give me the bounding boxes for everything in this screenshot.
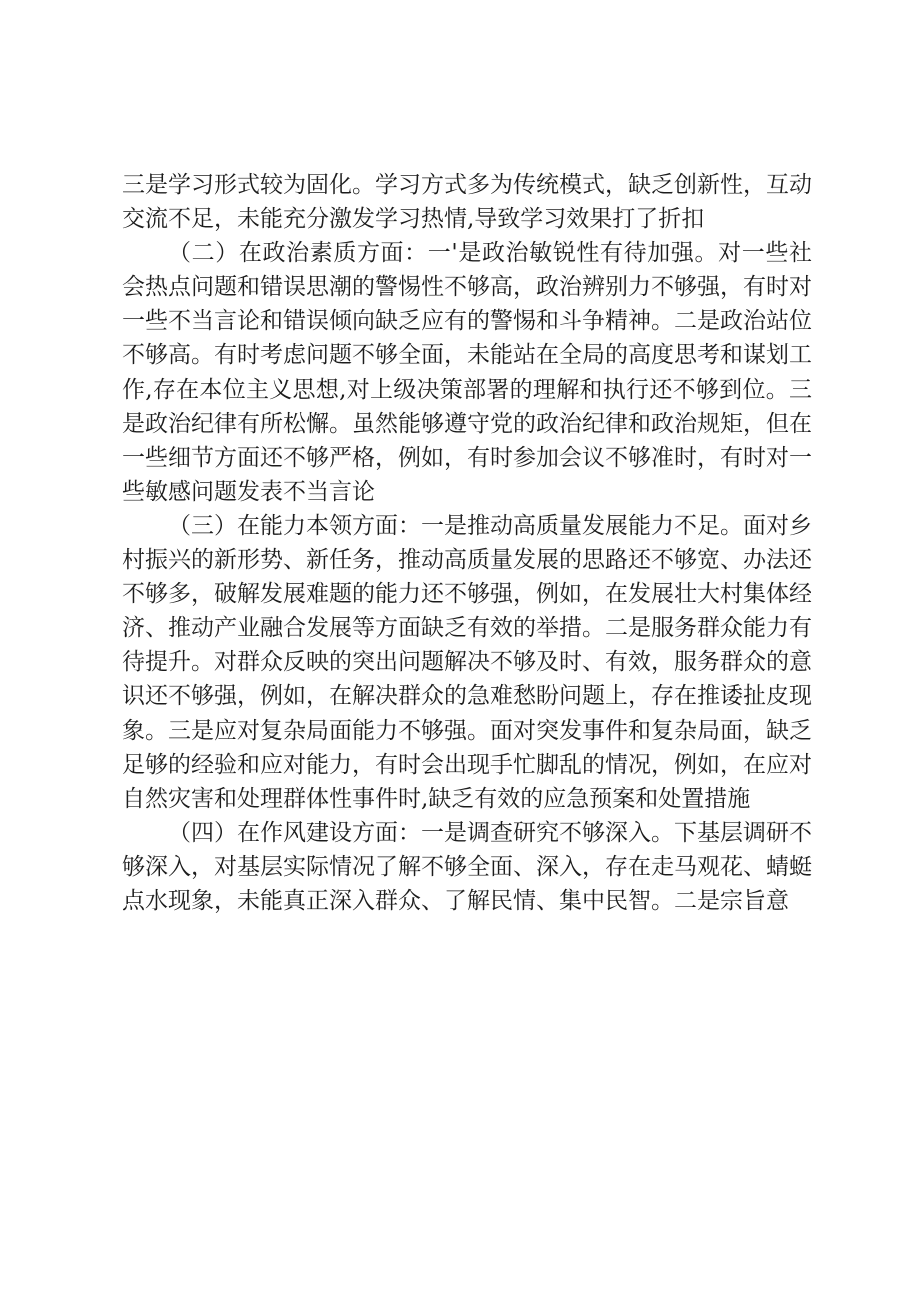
- paragraph-work-style: （四）在作风建设方面：一是调查研究不够深入。下基层调研不够深入，对基层实际情况了解不够全面、深入，存在走马观花、蜻蜓点水现象，未能真正深入群众、了解民情、集中民智。二是宗旨意: [122, 819, 812, 914]
- document-body: [122, 168, 812, 918]
- paragraph-political-quality: （二）在政治素质方面：一'是政治敏锐性有待加强。对一些社会热点问题和错误思潮的警惕性不够高，政治辨别力不够强，有时对一些不当言论和错误倾向缺乏应有的警惕和斗争精神。二是政治站位不够高。有时考虑问题不够全面，未能站在全局的高度思考和谋划工作,存在本位主义思想,对上级决策部署的理解和执行还不够到位。三是政治纪律有所松懈。虽然能够遵守党的政治纪律和政治规矩，但在一些细节方面还不够严格，例如，有时参加会议不够准时，有时对一些敏感问题发表不当言论: [122, 240, 812, 505]
- paragraph-ability-skills: （三）在能力本领方面：一是推动高质量发展能力不足。面对乡村振兴的新形势、新任务，推动高质量发展的思路还不够宽、办法还不够多，破解发展难题的能力还不够强，例如，在发展壮大村集体经济、推动产业融合发展等方面缺乏有效的举措。二是服务群众能力有待提升。对群众反映的突出问题解决不够及时、有效，服务群众的意识还不够强，例如，在解决群众的急难愁盼问题上，存在推诿扯皮现象。三是应对复杂局面能力不够强。面对突发事件和复杂局面，缺乏足够的经验和应对能力，有时会出现手忙脚乱的情况，例如，在应对自然灾害和处理群体性事件时,缺乏有效的应急预案和处置措施: [122, 512, 812, 812]
- paragraph-study-form: 三是学习形式较为固化。学习方式多为传统模式，缺乏创新性，互动交流不足，未能充分激发学习热情,导致学习效果打了折扣: [122, 172, 812, 233]
